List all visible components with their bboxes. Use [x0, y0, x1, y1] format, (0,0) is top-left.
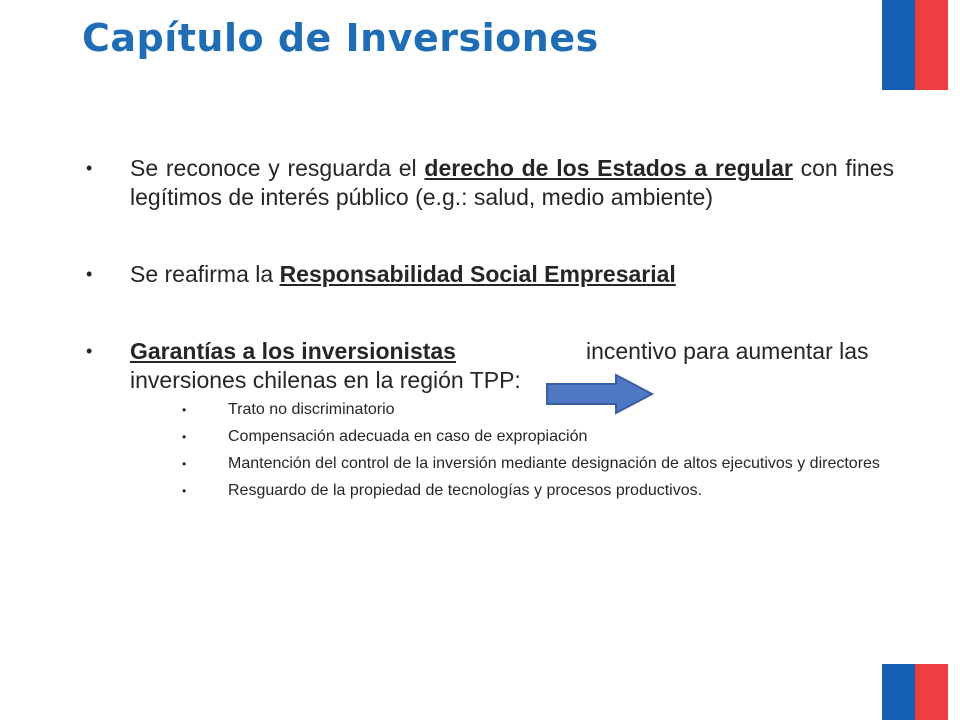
sub-bullet-list [84, 401, 894, 500]
bullet-list [84, 154, 894, 509]
right-arrow-icon [544, 372, 656, 416]
bullet-1-text: Se reconoce y resguarda el [130, 155, 425, 181]
sub-bullet-item: • Resguardo de la propiedad de tecnologías y procesos productivos. [182, 482, 703, 499]
bullet-2-emphasis: Responsabilidad Social Empresarial [279, 261, 676, 287]
flag-bottom-decoration [882, 664, 948, 720]
bullet-item-2 [84, 260, 894, 289]
flag-top-decoration [882, 0, 948, 90]
page-title: Capítulo de Inversiones [82, 16, 599, 60]
bullet-3-text: incentivo para aumentar las inversiones chilenas en la región TPP: [130, 338, 869, 393]
bullet-dot: • [86, 341, 93, 361]
bullet-dot: • [86, 158, 93, 178]
bullet-item-1 [84, 154, 894, 212]
bullet-3-emphasis: Garantías a los inversionistas [130, 338, 456, 364]
bullet-2-text: Se reafirma la [130, 261, 280, 287]
sub-bullet-item: • Compensación adecuada en caso de expropiación [182, 428, 588, 445]
bullet-item-3 [84, 337, 894, 395]
sub-bullet-item: • Mantención del control de la inversión mediante designación de altos ejecutivos y directores [182, 455, 880, 472]
sub-bullet-item: • Trato no discriminatorio [182, 401, 395, 418]
bullet-1-text-end: con fines legítimos de interés público (e.g.: salud, medio ambiente) [130, 155, 895, 210]
bullet-dot: • [86, 264, 93, 284]
bullet-1-emphasis: derecho de los Estados a regular [424, 155, 793, 181]
